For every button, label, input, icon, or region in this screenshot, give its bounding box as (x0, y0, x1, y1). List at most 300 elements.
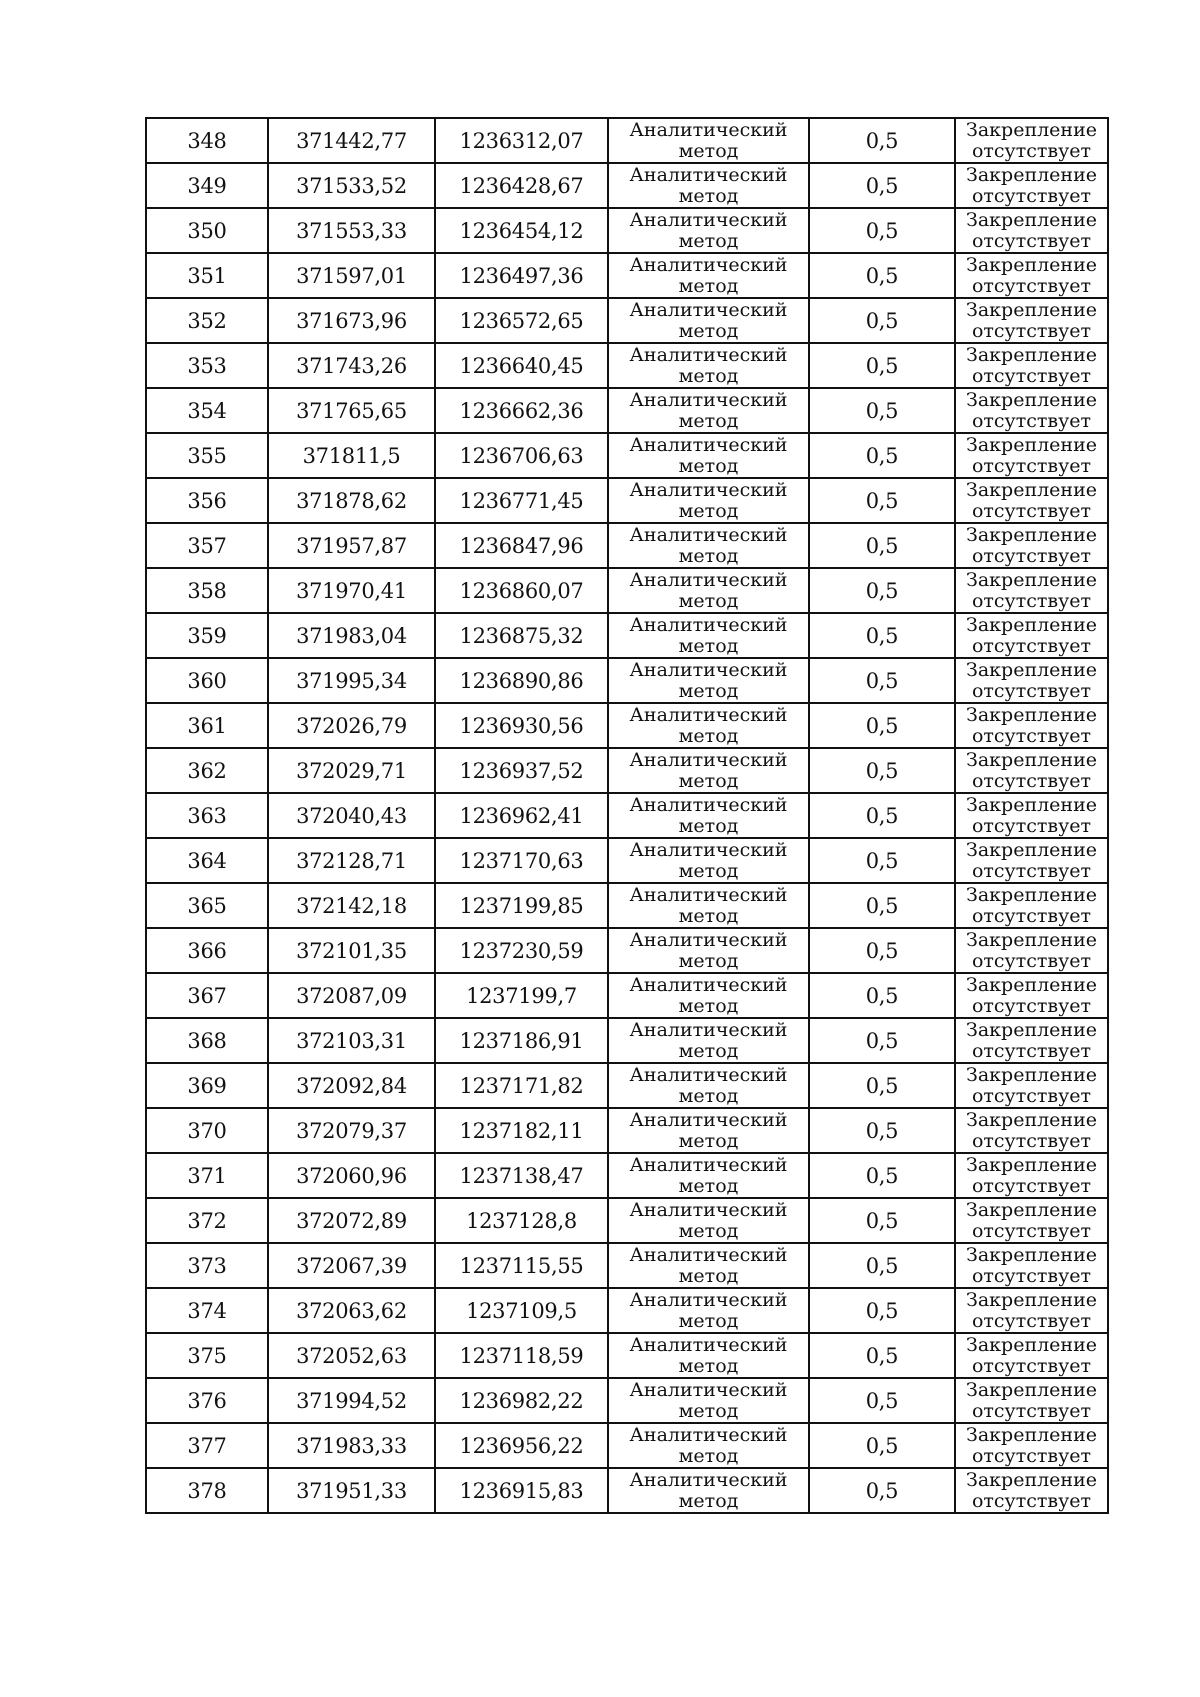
fixation-line-2: отсутствует (971, 1129, 1092, 1152)
method-cell (608, 208, 809, 253)
method-line-2: метод (678, 949, 739, 972)
fixation-line-2: отсутствует (971, 319, 1092, 342)
table-row (146, 838, 1108, 883)
fixation-line-2: отсутствует (971, 409, 1092, 432)
fixation-cell (955, 1153, 1108, 1198)
point-number-cell: 354 (146, 388, 268, 433)
method-cell (608, 1018, 809, 1063)
error-cell: 0,5 (809, 1333, 955, 1378)
x-coordinate-cell: 372128,71 (268, 838, 435, 883)
point-number-cell: 365 (146, 883, 268, 928)
method-cell (608, 253, 809, 298)
x-coordinate-cell: 371983,33 (268, 1423, 435, 1468)
error-cell: 0,5 (809, 793, 955, 838)
y-coordinate-cell: 1236847,96 (435, 523, 608, 568)
method-cell (608, 658, 809, 703)
point-number-cell: 371 (146, 1153, 268, 1198)
point-number-cell: 360 (146, 658, 268, 703)
method-line-1: Аналитический (629, 1018, 788, 1041)
y-coordinate-cell: 1237109,5 (435, 1288, 608, 1333)
method-cell (608, 1198, 809, 1243)
fixation-cell (955, 118, 1108, 163)
y-coordinate-cell: 1236962,41 (435, 793, 608, 838)
point-number-cell: 362 (146, 748, 268, 793)
method-line-2: метод (678, 859, 739, 882)
fixation-cell (955, 433, 1108, 478)
error-cell: 0,5 (809, 568, 955, 613)
fixation-cell (955, 1108, 1108, 1153)
x-coordinate-cell: 371951,33 (268, 1468, 435, 1513)
fixation-line-2: отсутствует (971, 679, 1092, 702)
point-number-cell: 369 (146, 1063, 268, 1108)
method-line-2: метод (678, 1084, 739, 1107)
x-coordinate-cell: 371957,87 (268, 523, 435, 568)
fixation-line-1: Закрепление (966, 433, 1097, 456)
y-coordinate-cell: 1236640,45 (435, 343, 608, 388)
point-number-cell: 367 (146, 973, 268, 1018)
error-cell: 0,5 (809, 1423, 955, 1468)
fixation-line-1: Закрепление (966, 1243, 1097, 1266)
method-line-1: Аналитический (629, 298, 788, 321)
fixation-line-1: Закрепление (966, 1153, 1097, 1176)
x-coordinate-cell: 371878,62 (268, 478, 435, 523)
table-row (146, 973, 1108, 1018)
method-line-1: Аналитический (629, 793, 788, 816)
method-line-1: Аналитический (629, 973, 788, 996)
table-row (146, 1018, 1108, 1063)
method-cell (608, 118, 809, 163)
point-number-cell: 375 (146, 1333, 268, 1378)
error-cell: 0,5 (809, 253, 955, 298)
table-row (146, 748, 1108, 793)
error-cell: 0,5 (809, 1018, 955, 1063)
x-coordinate-cell: 372040,43 (268, 793, 435, 838)
fixation-cell (955, 208, 1108, 253)
fixation-line-1: Закрепление (966, 208, 1097, 231)
fixation-cell (955, 343, 1108, 388)
point-number-cell: 364 (146, 838, 268, 883)
method-line-2: метод (678, 1264, 739, 1287)
fixation-line-1: Закрепление (966, 1063, 1097, 1086)
table-row (146, 253, 1108, 298)
fixation-line-2: отсутствует (971, 1219, 1092, 1242)
method-cell (608, 1288, 809, 1333)
method-line-2: метод (678, 1039, 739, 1062)
method-line-2: метод (678, 634, 739, 657)
fixation-line-1: Закрепление (966, 1378, 1097, 1401)
fixation-line-1: Закрепление (966, 298, 1097, 321)
x-coordinate-cell: 372072,89 (268, 1198, 435, 1243)
y-coordinate-cell: 1237118,59 (435, 1333, 608, 1378)
point-number-cell: 350 (146, 208, 268, 253)
method-cell (608, 1243, 809, 1288)
x-coordinate-cell: 372142,18 (268, 883, 435, 928)
fixation-cell (955, 478, 1108, 523)
x-coordinate-cell: 372087,09 (268, 973, 435, 1018)
y-coordinate-cell: 1236982,22 (435, 1378, 608, 1423)
fixation-cell (955, 253, 1108, 298)
table-row (146, 1243, 1108, 1288)
method-line-1: Аналитический (629, 343, 788, 366)
fixation-line-1: Закрепление (966, 523, 1097, 546)
error-cell: 0,5 (809, 1198, 955, 1243)
error-cell: 0,5 (809, 163, 955, 208)
method-line-2: метод (678, 229, 739, 252)
x-coordinate-cell: 372067,39 (268, 1243, 435, 1288)
fixation-cell (955, 1243, 1108, 1288)
fixation-cell (955, 793, 1108, 838)
method-line-2: метод (678, 724, 739, 747)
y-coordinate-cell: 1237170,63 (435, 838, 608, 883)
method-cell (608, 1063, 809, 1108)
method-line-1: Аналитический (629, 1423, 788, 1446)
y-coordinate-cell: 1237230,59 (435, 928, 608, 973)
point-number-cell: 357 (146, 523, 268, 568)
method-line-1: Аналитический (629, 883, 788, 906)
point-number-cell: 352 (146, 298, 268, 343)
x-coordinate-cell: 371765,65 (268, 388, 435, 433)
table-row (146, 1153, 1108, 1198)
fixation-line-1: Закрепление (966, 973, 1097, 996)
x-coordinate-cell: 372052,63 (268, 1333, 435, 1378)
method-line-1: Аналитический (629, 1063, 788, 1086)
table-row (146, 1063, 1108, 1108)
method-line-1: Аналитический (629, 1468, 788, 1491)
method-line-2: метод (678, 769, 739, 792)
fixation-line-1: Закрепление (966, 838, 1097, 861)
method-line-2: метод (678, 1444, 739, 1467)
table-row (146, 703, 1108, 748)
fixation-line-2: отсутствует (971, 859, 1092, 882)
x-coordinate-cell: 371673,96 (268, 298, 435, 343)
y-coordinate-cell: 1236890,86 (435, 658, 608, 703)
point-number-cell: 358 (146, 568, 268, 613)
y-coordinate-cell: 1236428,67 (435, 163, 608, 208)
method-line-2: метод (678, 1489, 739, 1512)
method-line-2: метод (678, 589, 739, 612)
fixation-line-1: Закрепление (966, 568, 1097, 591)
fixation-line-1: Закрепление (966, 793, 1097, 816)
point-number-cell: 378 (146, 1468, 268, 1513)
x-coordinate-cell: 372079,37 (268, 1108, 435, 1153)
fixation-line-1: Закрепление (966, 658, 1097, 681)
fixation-line-2: отсутствует (971, 949, 1092, 972)
fixation-line-2: отсутствует (971, 769, 1092, 792)
table-row (146, 298, 1108, 343)
table-row (146, 163, 1108, 208)
method-line-2: метод (678, 1399, 739, 1422)
y-coordinate-cell: 1237115,55 (435, 1243, 608, 1288)
table-row (146, 1198, 1108, 1243)
y-coordinate-cell: 1236706,63 (435, 433, 608, 478)
method-line-1: Аналитический (629, 388, 788, 411)
error-cell: 0,5 (809, 1153, 955, 1198)
y-coordinate-cell: 1237199,7 (435, 973, 608, 1018)
table-row (146, 1108, 1108, 1153)
x-coordinate-cell: 372103,31 (268, 1018, 435, 1063)
point-number-cell: 373 (146, 1243, 268, 1288)
y-coordinate-cell: 1237138,47 (435, 1153, 608, 1198)
error-cell: 0,5 (809, 748, 955, 793)
method-cell (608, 388, 809, 433)
fixation-line-2: отсутствует (971, 454, 1092, 477)
x-coordinate-cell: 371553,33 (268, 208, 435, 253)
fixation-cell (955, 658, 1108, 703)
error-cell: 0,5 (809, 883, 955, 928)
fixation-line-1: Закрепление (966, 478, 1097, 501)
y-coordinate-cell: 1237182,11 (435, 1108, 608, 1153)
method-cell (608, 748, 809, 793)
fixation-line-1: Закрепление (966, 163, 1097, 186)
fixation-line-2: отсутствует (971, 1489, 1092, 1512)
method-cell (608, 433, 809, 478)
fixation-line-1: Закрепление (966, 703, 1097, 726)
fixation-line-1: Закрепление (966, 1423, 1097, 1446)
coordinates-table-body (146, 118, 1108, 1513)
fixation-cell (955, 1468, 1108, 1513)
method-line-1: Аналитический (629, 658, 788, 681)
error-cell: 0,5 (809, 523, 955, 568)
x-coordinate-cell: 371743,26 (268, 343, 435, 388)
method-line-1: Аналитический (629, 1108, 788, 1131)
method-line-1: Аналитический (629, 1288, 788, 1311)
method-line-2: метод (678, 814, 739, 837)
point-number-cell: 356 (146, 478, 268, 523)
point-number-cell: 366 (146, 928, 268, 973)
point-number-cell: 374 (146, 1288, 268, 1333)
error-cell: 0,5 (809, 703, 955, 748)
table-row (146, 1423, 1108, 1468)
method-line-1: Аналитический (629, 568, 788, 591)
table-row (146, 793, 1108, 838)
method-cell (608, 703, 809, 748)
fixation-line-2: отсутствует (971, 274, 1092, 297)
point-number-cell: 348 (146, 118, 268, 163)
fixation-cell (955, 613, 1108, 658)
error-cell: 0,5 (809, 973, 955, 1018)
method-cell (608, 1108, 809, 1153)
method-line-2: метод (678, 454, 739, 477)
fixation-line-1: Закрепление (966, 1018, 1097, 1041)
method-line-2: метод (678, 499, 739, 522)
fixation-line-1: Закрепление (966, 1333, 1097, 1356)
fixation-line-2: отсутствует (971, 1039, 1092, 1062)
method-cell (608, 613, 809, 658)
method-line-1: Аналитический (629, 928, 788, 951)
fixation-cell (955, 523, 1108, 568)
method-line-2: метод (678, 1309, 739, 1332)
fixation-cell (955, 1063, 1108, 1108)
method-cell (608, 1378, 809, 1423)
table-row (146, 658, 1108, 703)
y-coordinate-cell: 1237186,91 (435, 1018, 608, 1063)
point-number-cell: 368 (146, 1018, 268, 1063)
fixation-line-2: отсутствует (971, 904, 1092, 927)
method-line-1: Аналитический (629, 478, 788, 501)
fixation-line-2: отсутствует (971, 724, 1092, 747)
error-cell: 0,5 (809, 208, 955, 253)
method-line-2: метод (678, 679, 739, 702)
fixation-line-2: отсутствует (971, 544, 1092, 567)
method-line-2: метод (678, 1174, 739, 1197)
error-cell: 0,5 (809, 1108, 955, 1153)
fixation-line-1: Закрепление (966, 388, 1097, 411)
fixation-line-2: отсутствует (971, 1444, 1092, 1467)
method-line-2: метод (678, 1219, 739, 1242)
method-line-2: метод (678, 1129, 739, 1152)
fixation-cell (955, 1018, 1108, 1063)
fixation-cell (955, 703, 1108, 748)
fixation-cell (955, 838, 1108, 883)
fixation-line-2: отсутствует (971, 1399, 1092, 1422)
table-row (146, 928, 1108, 973)
method-line-1: Аналитический (629, 1243, 788, 1266)
error-cell: 0,5 (809, 388, 955, 433)
error-cell: 0,5 (809, 118, 955, 163)
error-cell: 0,5 (809, 1243, 955, 1288)
table-row (146, 478, 1108, 523)
method-line-2: метод (678, 409, 739, 432)
method-line-2: метод (678, 319, 739, 342)
method-line-2: метод (678, 274, 739, 297)
method-line-2: метод (678, 184, 739, 207)
point-number-cell: 372 (146, 1198, 268, 1243)
x-coordinate-cell: 371995,34 (268, 658, 435, 703)
error-cell: 0,5 (809, 343, 955, 388)
method-cell (608, 883, 809, 928)
point-number-cell: 355 (146, 433, 268, 478)
table-row (146, 208, 1108, 253)
fixation-line-2: отсутствует (971, 499, 1092, 522)
fixation-line-2: отсутствует (971, 589, 1092, 612)
method-cell (608, 343, 809, 388)
method-line-2: метод (678, 364, 739, 387)
y-coordinate-cell: 1236572,65 (435, 298, 608, 343)
method-cell (608, 838, 809, 883)
error-cell: 0,5 (809, 433, 955, 478)
x-coordinate-cell: 372101,35 (268, 928, 435, 973)
fixation-cell (955, 928, 1108, 973)
fixation-line-2: отсутствует (971, 1264, 1092, 1287)
method-line-1: Аналитический (629, 118, 788, 141)
method-cell (608, 973, 809, 1018)
coordinates-table (145, 117, 1109, 1514)
point-number-cell: 353 (146, 343, 268, 388)
method-line-1: Аналитический (629, 748, 788, 771)
y-coordinate-cell: 1237171,82 (435, 1063, 608, 1108)
fixation-line-2: отсутствует (971, 184, 1092, 207)
fixation-line-2: отсутствует (971, 139, 1092, 162)
table-row (146, 1333, 1108, 1378)
method-cell (608, 1468, 809, 1513)
fixation-cell (955, 1378, 1108, 1423)
fixation-line-1: Закрепление (966, 883, 1097, 906)
fixation-line-1: Закрепление (966, 343, 1097, 366)
table-row (146, 343, 1108, 388)
table-row (146, 613, 1108, 658)
x-coordinate-cell: 372026,79 (268, 703, 435, 748)
fixation-line-2: отсутствует (971, 994, 1092, 1017)
method-cell (608, 1153, 809, 1198)
y-coordinate-cell: 1236771,45 (435, 478, 608, 523)
y-coordinate-cell: 1236937,52 (435, 748, 608, 793)
point-number-cell: 351 (146, 253, 268, 298)
y-coordinate-cell: 1236930,56 (435, 703, 608, 748)
table-row (146, 883, 1108, 928)
x-coordinate-cell: 372060,96 (268, 1153, 435, 1198)
fixation-cell (955, 1423, 1108, 1468)
error-cell: 0,5 (809, 478, 955, 523)
y-coordinate-cell: 1236312,07 (435, 118, 608, 163)
method-line-1: Аналитический (629, 163, 788, 186)
fixation-cell (955, 883, 1108, 928)
y-coordinate-cell: 1236662,36 (435, 388, 608, 433)
error-cell: 0,5 (809, 1063, 955, 1108)
fixation-line-2: отсутствует (971, 229, 1092, 252)
fixation-line-1: Закрепление (966, 1198, 1097, 1221)
fixation-cell (955, 388, 1108, 433)
method-line-2: метод (678, 994, 739, 1017)
method-line-1: Аналитический (629, 1153, 788, 1176)
y-coordinate-cell: 1236915,83 (435, 1468, 608, 1513)
error-cell: 0,5 (809, 1288, 955, 1333)
method-cell (608, 568, 809, 613)
method-line-2: метод (678, 544, 739, 567)
error-cell: 0,5 (809, 613, 955, 658)
method-line-1: Аналитический (629, 1333, 788, 1356)
fixation-line-2: отсутствует (971, 364, 1092, 387)
error-cell: 0,5 (809, 298, 955, 343)
table-row (146, 1288, 1108, 1333)
table-row (146, 1378, 1108, 1423)
method-line-1: Аналитический (629, 253, 788, 276)
error-cell: 0,5 (809, 1468, 955, 1513)
method-cell (608, 793, 809, 838)
y-coordinate-cell: 1237128,8 (435, 1198, 608, 1243)
x-coordinate-cell: 371597,01 (268, 253, 435, 298)
x-coordinate-cell: 371442,77 (268, 118, 435, 163)
method-line-2: метод (678, 904, 739, 927)
fixation-cell (955, 298, 1108, 343)
point-number-cell: 377 (146, 1423, 268, 1468)
error-cell: 0,5 (809, 658, 955, 703)
fixation-line-1: Закрепление (966, 748, 1097, 771)
fixation-line-1: Закрепление (966, 928, 1097, 951)
table-row (146, 1468, 1108, 1513)
table-row (146, 568, 1108, 613)
x-coordinate-cell: 372063,62 (268, 1288, 435, 1333)
y-coordinate-cell: 1236454,12 (435, 208, 608, 253)
fixation-cell (955, 1198, 1108, 1243)
fixation-line-2: отсутствует (971, 814, 1092, 837)
fixation-line-1: Закрепление (966, 1108, 1097, 1131)
table-row (146, 388, 1108, 433)
method-line-1: Аналитический (629, 1378, 788, 1401)
fixation-line-2: отсутствует (971, 1309, 1092, 1332)
x-coordinate-cell: 371533,52 (268, 163, 435, 208)
method-line-1: Аналитический (629, 433, 788, 456)
fixation-cell (955, 1333, 1108, 1378)
method-line-1: Аналитический (629, 703, 788, 726)
table-row (146, 523, 1108, 568)
table-row (146, 433, 1108, 478)
error-cell: 0,5 (809, 838, 955, 883)
y-coordinate-cell: 1236497,36 (435, 253, 608, 298)
fixation-line-2: отсутствует (971, 1354, 1092, 1377)
method-line-2: метод (678, 139, 739, 162)
point-number-cell: 363 (146, 793, 268, 838)
x-coordinate-cell: 372029,71 (268, 748, 435, 793)
